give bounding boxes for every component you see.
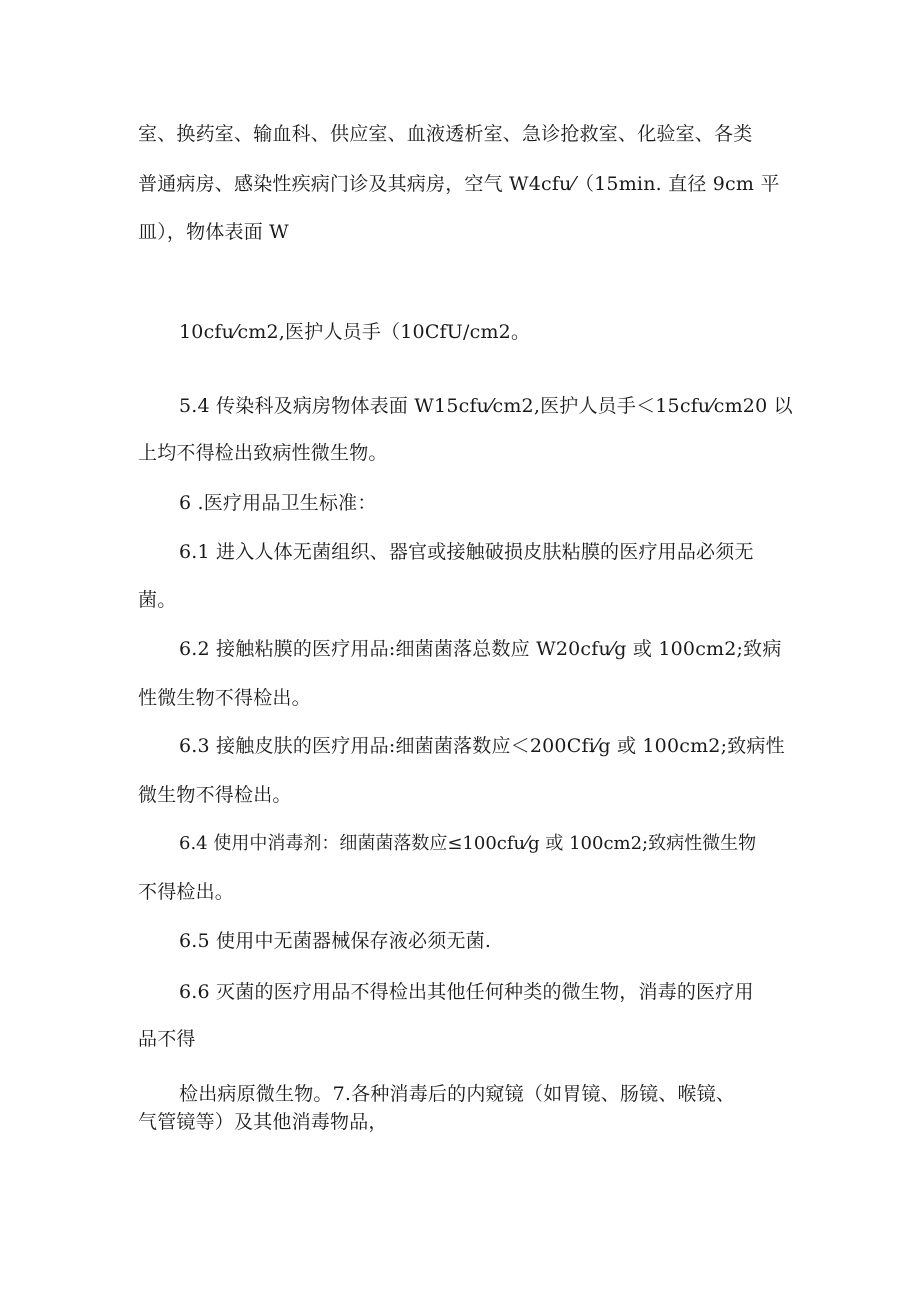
text-line: 6.4 使用中消毒剂：细菌菌落数应≤100cfu⁄g 或 100cm2;致病性微生物	[179, 833, 757, 854]
text-line: 10cfu⁄cm2,医护人员手（10CfU/cm2。	[179, 321, 531, 343]
text-line: 上均不得检出致病性微生物。	[138, 442, 388, 464]
text-line: 检出病原微生物。7.各种消毒后的内窥镜（如胃镜、肠镜、喉镜、	[179, 1083, 736, 1105]
text-line: 性微生物不得检出。	[138, 687, 311, 709]
text-line: 5.4 传染科及病房物体表面 W15cfu⁄cm2,医护人员手＜15cfu⁄cm20 以	[179, 395, 793, 417]
section-heading: 6 .医疗用品卫生标准：	[179, 492, 377, 514]
text-line: 室、换药室、输血科、供应室、血液透析室、急诊抢救室、化验室、各类	[138, 123, 753, 145]
text-line: 不得检出。	[138, 881, 235, 903]
text-line: 6.2 接触粘膜的医疗用品:细菌菌落总数应 W20cfu⁄g 或 100cm2;致病	[179, 638, 782, 660]
text-line: 6.5 使用中无菌器械保存液必须无菌.	[179, 930, 492, 952]
text-line: 菌。	[138, 589, 177, 611]
text-line: 品不得	[138, 1028, 196, 1050]
text-line: 6.1 进入人体无菌组织、器官或接触破损皮肤粘膜的医疗用品必须无	[179, 541, 754, 563]
text-line: 6.3 接触皮肤的医疗用品:细菌菌落数应＜200Cfi⁄g 或 100cm2;致病性	[179, 735, 785, 757]
text-line: 普通病房、感染性疾病门诊及其病房，空气 W4cfu⁄（15min. 直径 9cm 平	[138, 173, 780, 195]
text-line: 6.6 灭菌的医疗用品不得检出其他任何种类的微生物，消毒的医疗用	[179, 981, 754, 1003]
text-line: 微生物不得检出。	[138, 784, 292, 806]
text-line: 皿），物体表面 W	[138, 221, 289, 243]
text-line: 气管镜等）及其他消毒物品，	[138, 1111, 388, 1133]
